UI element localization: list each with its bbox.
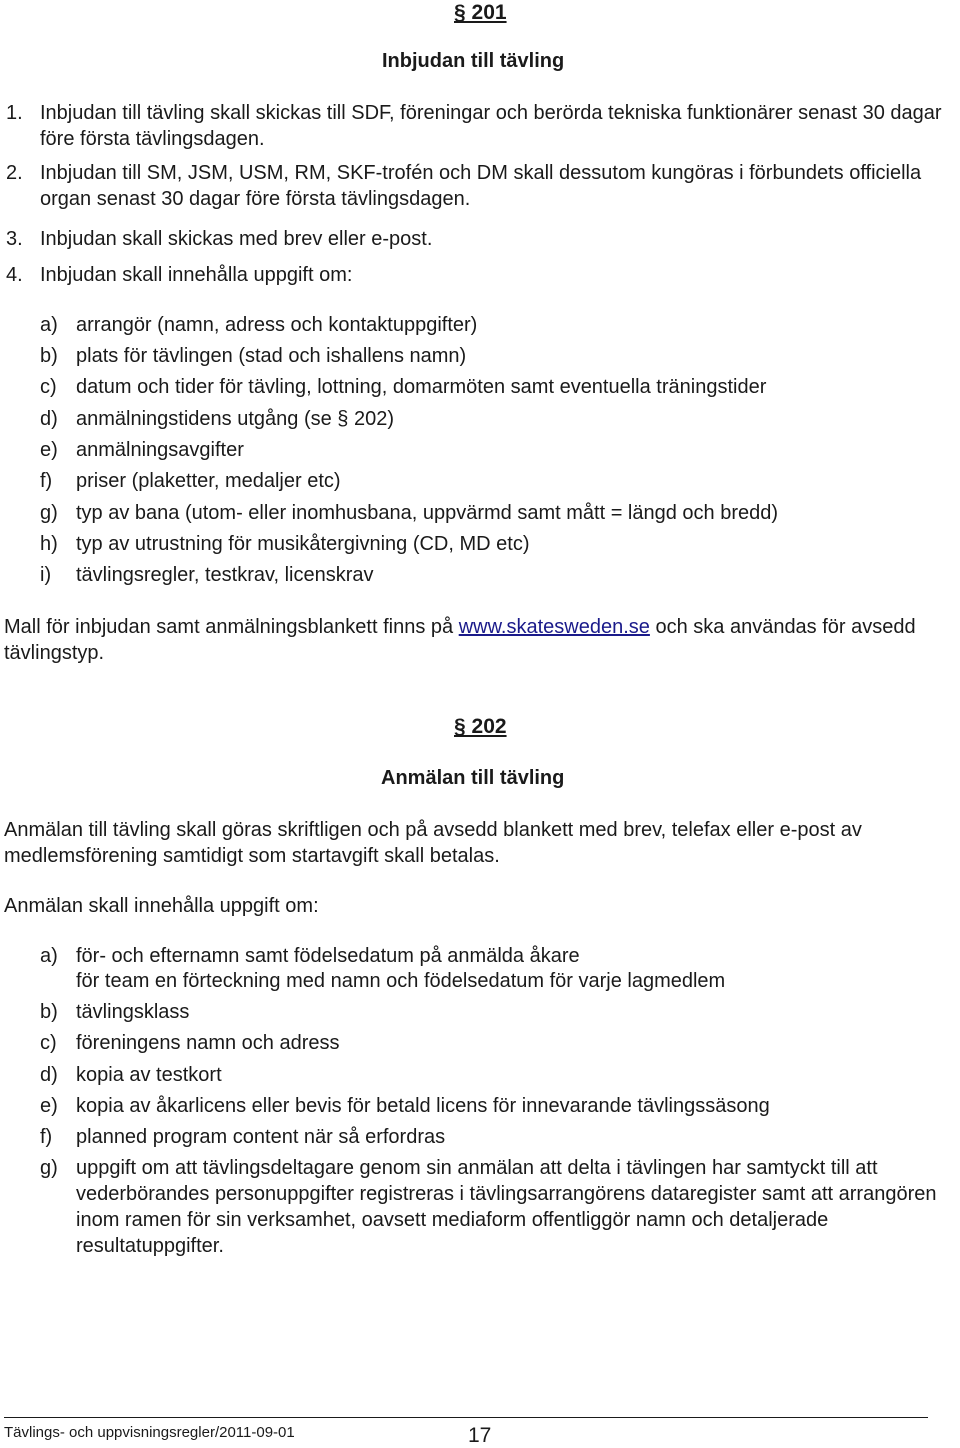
section-202-title: Anmälan till tävling: [381, 767, 565, 789]
list-item-letter: a): [40, 314, 58, 336]
list-item-letter: h): [40, 533, 58, 555]
list-item-text: plats för tävlingen (stad och ishallens namn): [76, 345, 467, 367]
list-item-letter: e): [40, 439, 58, 461]
section-202-heading: § 202: [454, 715, 507, 738]
list-item-letter: e): [40, 1095, 58, 1117]
skatesweden-link[interactable]: www.skatesweden.se: [458, 616, 650, 638]
list-item-letter: d): [40, 1064, 58, 1086]
list-item-text: anmälningstidens utgång (se § 202): [76, 408, 394, 430]
list-item-letter: c): [40, 1032, 57, 1054]
list-item-text: typ av bana (utom- eller inomhusbana, uppvärmd samt mått = längd och bredd): [76, 502, 779, 524]
list-item-text: Inbjudan till SM, JSM, USM, RM, SKF-trofén och DM skall dessutom kungöras i förbundets officiella organ senast 30 dagar före första tävlingsdagen.: [40, 162, 922, 210]
section-201-title: Inbjudan till tävling: [382, 50, 565, 72]
list-item-letter: d): [40, 408, 58, 430]
list-item-text: uppgift om att tävlingsdeltagare genom sin anmälan att delta i tävlingen har samtyckt till att vederbörandes personuppgifter registreras i tävlingsarrangörens dataregister samt att arrangören inom ramen för sin verksamhet, oavsett mediaform offentliggör namn och detaljerade resultatuppgifter.: [76, 1157, 937, 1257]
list-item-text: kopia av åkarlicens eller bevis för betald licens för innevarande tävlingssäsong: [76, 1095, 770, 1117]
list-item-number: 2.: [6, 162, 23, 184]
footer-page-number: 17: [468, 1424, 492, 1447]
list-item-letter: b): [40, 345, 58, 367]
section-201-heading: § 201: [454, 1, 507, 24]
list-item-text: anmälningsavgifter: [76, 439, 244, 461]
list-item-letter: b): [40, 1001, 58, 1023]
list-item-letter: c): [40, 376, 57, 398]
template-note-text-end: och ska användas för avsedd tävlingstyp.: [4, 616, 916, 664]
registration-content-intro: Anmälan skall innehålla uppgift om:: [4, 895, 319, 917]
list-item-number: 3.: [6, 228, 23, 250]
list-item-text: typ av utrustning för musikåtergivning (CD, MD etc): [76, 533, 530, 555]
list-item-text: priser (plaketter, medaljer etc): [76, 470, 341, 492]
list-item-text: Inbjudan skall skickas med brev eller e-post.: [40, 228, 433, 250]
list-item-text: tävlingsklass: [76, 1001, 190, 1023]
list-item-text: Inbjudan till tävling skall skickas till SDF, föreningar och berörda tekniska funktionärer senast 30 dagar före första tävlingsdagen.: [40, 102, 942, 150]
list-item-text: föreningens namn och adress: [76, 1032, 340, 1054]
list-item-text-continued: för team en förteckning med namn och födelsedatum för varje lagmedlem: [76, 970, 726, 992]
list-item-text: Inbjudan skall innehålla uppgift om:: [40, 264, 353, 286]
footer-document-title: Tävlings- och uppvisningsregler/2011-09-01: [4, 1424, 295, 1441]
list-item-text: tävlingsregler, testkrav, licenskrav: [76, 564, 374, 586]
list-item-text: arrangör (namn, adress och kontaktuppgifter): [76, 314, 478, 336]
list-item-text: för- och efternamn samt födelsedatum på anmälda åkare: [76, 945, 580, 967]
list-item-number: 1.: [6, 102, 23, 124]
list-item-letter: f): [40, 1126, 53, 1148]
list-item-letter: f): [40, 470, 53, 492]
template-note-text: Mall för inbjudan samt anmälningsblankett finns på: [4, 616, 459, 638]
list-item-letter: g): [40, 502, 58, 524]
list-item-letter: i): [40, 564, 52, 586]
template-note: [4, 614, 956, 666]
list-item-letter: g): [40, 1157, 58, 1179]
list-item-text: planned program content när så erfordras: [76, 1126, 446, 1148]
footer-rule: [4, 1417, 928, 1418]
list-item-text: datum och tider för tävling, lottning, domarmöten samt eventuella träningstider: [76, 376, 767, 398]
list-item-text: kopia av testkort: [76, 1064, 222, 1086]
registration-paragraph: Anmälan till tävling skall göras skriftligen och på avsedd blankett med brev, telefax eller e-post av medlemsförening samtidigt som startavgift skall betalas.: [4, 819, 862, 867]
list-item-letter: a): [40, 945, 58, 967]
list-item-number: 4.: [6, 264, 23, 286]
